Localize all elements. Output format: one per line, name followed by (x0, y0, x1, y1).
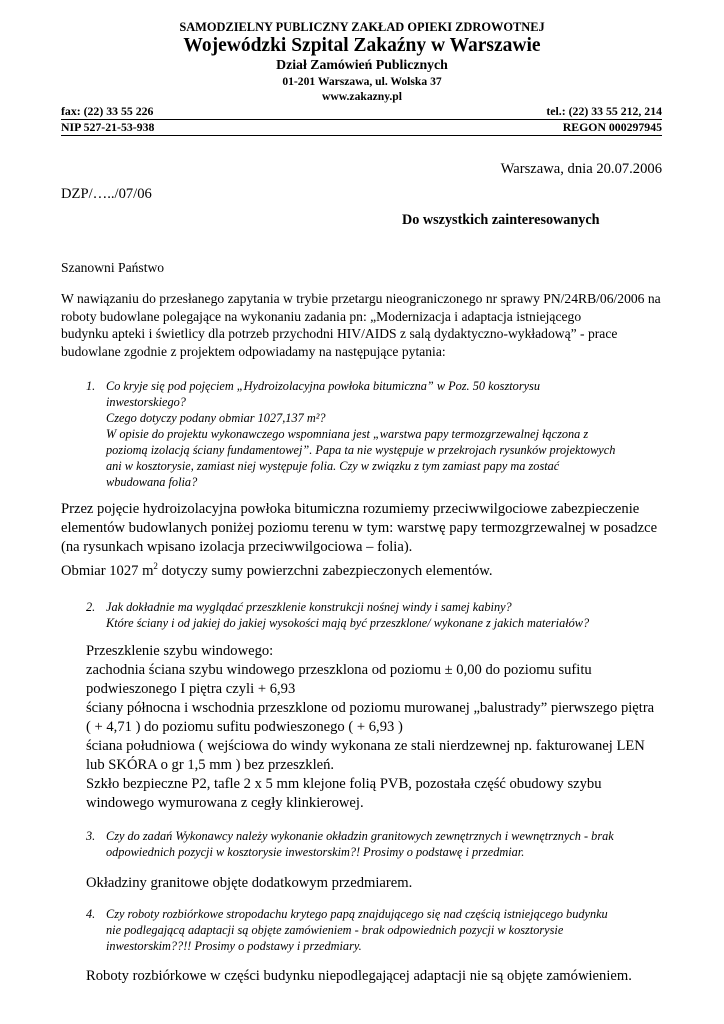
intro-paragraph (61, 290, 662, 360)
fax-number: fax: (22) 33 55 226 (61, 104, 154, 118)
letter-date: Warszawa, dnia 20.07.2006 (500, 161, 662, 177)
question-line: Czy roboty rozbiórkowe stropodachu krytego papą znajdującego się nad częścią istniejącego budynku (106, 907, 608, 921)
question-line: ani w kosztorysie, zamiast niej występuje folia. Czy w związku z tym zamiast papy ma zostać (106, 459, 560, 473)
question-3 (106, 828, 662, 860)
question-line: Które ściany i od jakiej do jakiej wysokości mają być przeszklone/ wykonane z jakich materiałów? (106, 616, 590, 630)
answer-line: ściana południowa ( wejściowa do windy wykonana ze stali nierdzewnej np. fakturowanej LEN (86, 738, 645, 754)
question-number: 4. (86, 907, 96, 921)
answer-line: Roboty rozbiórkowe w części budynku niepodlegającej adaptacji nie są objęte zamówieniem. (86, 968, 632, 984)
address: 01-201 Warszawa, ul. Wolska 37 (282, 75, 442, 88)
website: www.zakazny.pl (322, 90, 402, 103)
answer-1 (61, 500, 662, 581)
intro-line: W nawiązaniu do przesłanego zapytania w trybie przetargu nieograniczonego nr sprawy PN/24RB/06/2006 na (61, 291, 661, 306)
answer-line: Przez pojęcie hydroizolacyjna powłoka bitumiczna rozumiemy przeciwwilgociowe zabezpieczenie (61, 501, 640, 517)
question-line: poziomą izolacją ściany fundamentowej”. Papa ta nie występuje w przekrojach rysunków projektowych (106, 443, 616, 457)
question-1 (106, 378, 662, 490)
question-line: wbudowana folia? (106, 475, 198, 489)
question-number: 3. (86, 829, 96, 843)
nip-number: NIP 527-21-53-938 (61, 120, 155, 134)
regon-number: REGON 000297945 (562, 120, 662, 134)
question-line: nie podlegającą adaptacji są objęte zamówieniem - brak odpowiednich pozycji w kosztorysie (106, 923, 564, 937)
question-line: W opisie do projektu wykonawczego wspomniana jest „warstwa papy termozgrzewalnej łączona z (106, 427, 589, 441)
header-divider-bottom (61, 135, 662, 136)
question-line: inwestorskiego? (106, 395, 186, 409)
question-line: Czego dotyczy podany obmiar 1027,137 m²? (106, 411, 326, 425)
answer-line: ( + 4,71 ) do poziomu sufitu podwieszonego ( + 6,93 ) (86, 719, 403, 735)
answer-line-obmiar (61, 557, 662, 581)
question-line: Jak dokładnie ma wyglądać przeszklenie konstrukcji nośnej windy i samej kabiny? (106, 600, 512, 614)
answer-line: elementów budowlanych poniżej poziomu terenu w tym: warstwę papy termozgrzewalnej w posadzce (61, 520, 658, 536)
question-line: odpowiednich pozycji w kosztorysie inwestorskim?! Prosimy o podstawę i przedmiar. (106, 845, 525, 859)
answer-text: Obmiar 1027 m (61, 562, 154, 579)
intro-line: budowlane zgodnie z projektem odpowiadamy na następujące pytania: (61, 343, 446, 359)
answer-line: zachodnia ściana szybu windowego przeszklona od poziomu ± 0,00 do poziomu sufitu (86, 662, 592, 678)
answer-3 (86, 874, 412, 893)
answer-4 (86, 967, 632, 986)
question-number: 1. (86, 379, 96, 393)
answer-line: lub SKÓRA o gr 1,5 mm ) bez przeszkleń. (86, 757, 335, 773)
question-line: Czy do zadań Wykonawcy należy wykonanie okładzin granitowych zewnętrznych i wewnętrznych - brak (106, 829, 614, 843)
answer-line: Okładziny granitowe objęte dodatkowym przedmiarem. (86, 875, 413, 891)
intro-line: roboty budowlane polegające na wykonaniu zadania pn: „Modernizacja i adaptacja istniejącego (61, 308, 582, 324)
department-name: Dział Zamówień Publicznych (276, 57, 448, 72)
answer-line: podwieszonego I piętra czyli + 6,93 (86, 681, 296, 697)
answer-line: ściany północna i wschodnia przeszklone od poziomu murowanej „balustrady” pierwszego piętra (86, 700, 655, 716)
answer-line: Przeszklenie szybu windowego: (86, 643, 274, 659)
question-4 (106, 906, 662, 954)
answer-line: windowego wymurowana z cegły klinkierowej. (86, 795, 364, 811)
addressee: Do wszystkich zainteresowanych (402, 212, 600, 228)
question-number: 2. (86, 600, 96, 614)
reference-number: DZP/…../07/06 (61, 186, 152, 202)
answer-line: (na rysunkach wpisano izolacja przeciwwilgociowa – folia). (61, 539, 413, 555)
hospital-name: Wojewódzki Szpital Zakaźny w Warszawie (183, 35, 541, 56)
superscript: 2 (153, 561, 158, 571)
answer-2 (86, 642, 666, 813)
question-line: Co kryje się pod pojęciem „Hydroizolacyjna powłoka bitumiczna” w Poz. 50 kosztorysu (106, 379, 540, 393)
salutation: Szanowni Państwo (61, 260, 165, 275)
answer-text: dotyczy sumy powierzchni zabezpieczonych elementów. (157, 562, 493, 579)
phone-number: tel.: (22) 33 55 212, 214 (546, 104, 662, 118)
institution-line: SAMODZIELNY PUBLICZNY ZAKŁAD OPIEKI ZDROWOTNEJ (179, 20, 545, 34)
question-line: inwestorskim??!! Prosimy o podstawy i przedmiary. (106, 939, 362, 953)
answer-line: Szkło bezpieczne P2, tafle 2 x 5 mm klejone folią PVB, pozostała część obudowy szybu (86, 776, 602, 792)
question-2 (106, 599, 662, 631)
intro-line: budynku apteki i świetlicy dla potrzeb przychodni HIV/AIDS z salą dydaktyczno-wykładową” - prace (61, 326, 618, 341)
